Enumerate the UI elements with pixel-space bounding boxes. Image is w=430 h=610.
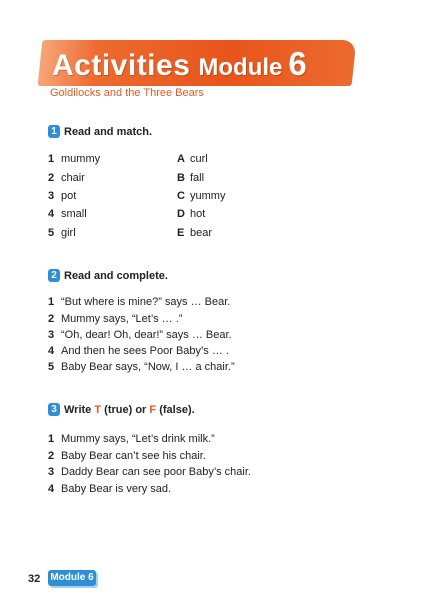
true-false-item: 2 Baby Bear can’t see his chair.: [48, 450, 206, 462]
module-badge: Module 6: [48, 570, 96, 586]
complete-item: 1 “But where is mine?” says … Bear.: [48, 296, 231, 308]
complete-item: 2 Mummy says, “Let’s … .”: [48, 313, 183, 325]
section-3-title-f: F: [149, 403, 157, 416]
match-left-item: 4 small: [48, 208, 87, 220]
match-right-item: D hot: [177, 208, 206, 220]
section-2-heading: [48, 269, 168, 282]
match-right-item: C yummy: [177, 190, 226, 202]
title-module-number: 6: [288, 45, 307, 82]
complete-item: 4 And then he sees Poor Baby’s … .: [48, 345, 229, 357]
title-module: Module: [198, 54, 283, 81]
section-3-title-t: T: [94, 403, 102, 416]
title-activities: Activities: [52, 49, 191, 82]
match-left-item: 5 girl: [48, 227, 76, 239]
section-3-number-badge: 3: [48, 403, 60, 416]
section-3-title-mid: (true) or: [104, 403, 147, 416]
page-number: 32: [28, 573, 41, 585]
section-3-title-write: Write: [64, 403, 92, 416]
page-subtitle: Goldilocks and the Three Bears: [50, 87, 204, 99]
section-1-title: Read and match.: [64, 125, 153, 138]
complete-item: 5 Baby Bear says, “Now, I … a chair.”: [48, 361, 235, 373]
section-3-title-post: (false).: [159, 403, 195, 416]
match-right-item: B fall: [177, 172, 205, 184]
match-right-item: A curl: [177, 153, 208, 165]
section-1-heading: [48, 125, 152, 138]
section-2-title: Read and complete.: [64, 269, 168, 282]
match-right-item: E bear: [177, 227, 213, 239]
section-3-heading: [48, 403, 195, 416]
true-false-item: 3 Daddy Bear can see poor Baby’s chair.: [48, 466, 251, 478]
match-left-item: 1 mummy: [48, 153, 101, 165]
match-left-item: 3 pot: [48, 190, 77, 202]
true-false-item: 4 Baby Bear is very sad.: [48, 483, 172, 495]
complete-item: 3 “Oh, dear! Oh, dear!” says … Bear.: [48, 329, 232, 341]
true-false-item: 1 Mummy says, “Let’s drink milk.”: [48, 433, 215, 445]
section-2-number-badge: 2: [48, 269, 60, 282]
match-left-item: 2 chair: [48, 172, 85, 184]
section-1-number-badge: 1: [48, 125, 60, 138]
page-title: [52, 42, 307, 86]
